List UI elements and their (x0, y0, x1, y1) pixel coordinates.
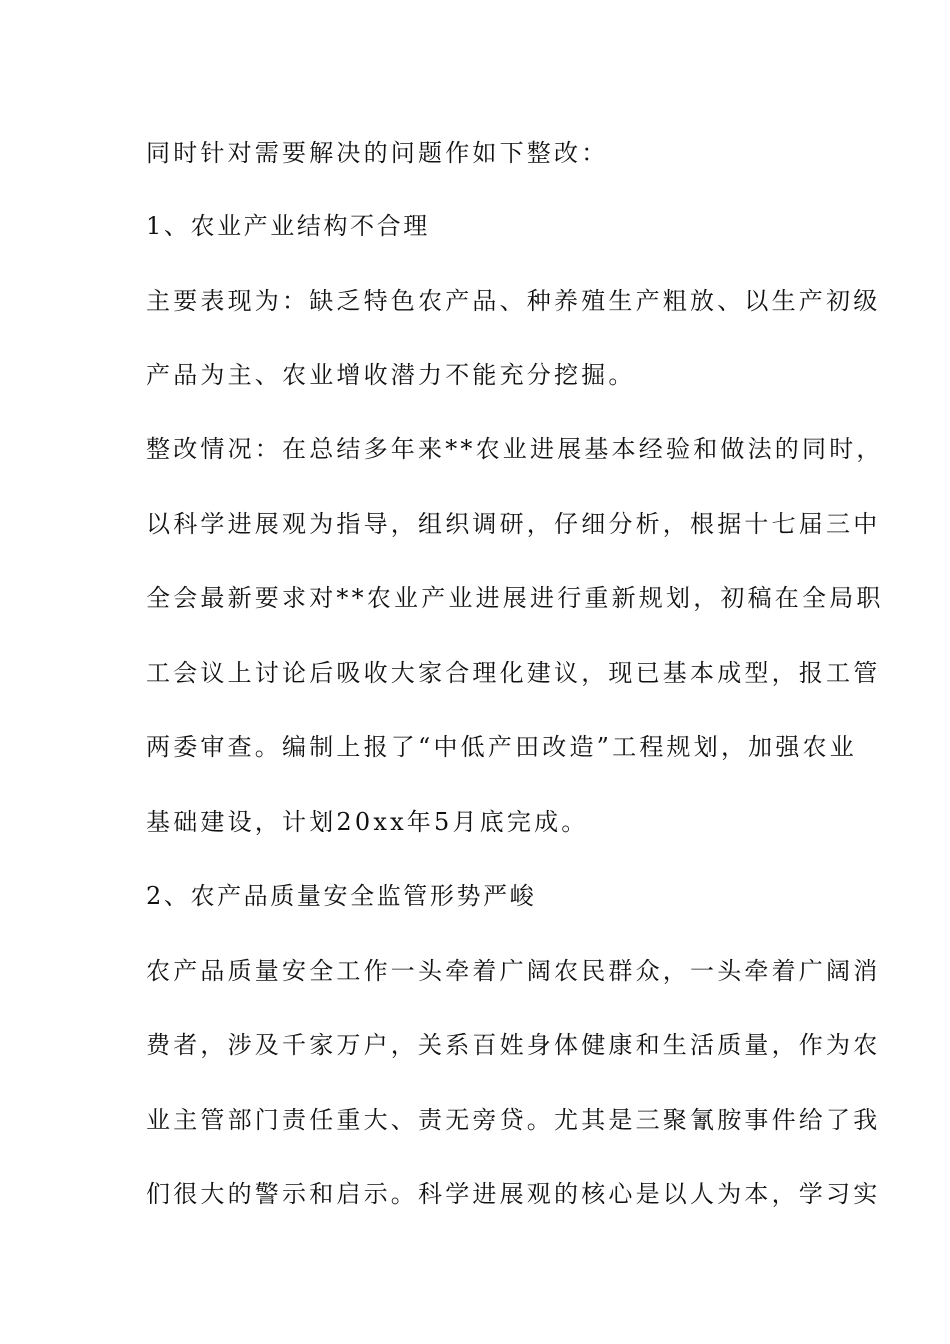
text-line-main-symptoms-1: 主要表现为：缺乏特色农产品、种养殖生产粗放、以生产初级 (146, 287, 881, 315)
text-line-quality-2: 费者，涉及千家万户，关系百姓身体健康和生活质量，作为农 (146, 1031, 881, 1059)
text-line-main-symptoms-2: 产品为主、农业增收潜力不能充分挖掘。 (146, 361, 636, 389)
text-line-rectification-4: 工会议上讨论后吸收大家合理化建议，现已基本成型，报工管 (146, 659, 881, 687)
text-line-rectification-3: 全会最新要求对**农业产业进展进行重新规划，初稿在全局职 (146, 584, 884, 612)
text-line-quality-1: 农产品质量安全工作一头牵着广阔农民群众，一头牵着广阔消 (146, 957, 881, 985)
text-line-rectification-6: 基础建设，计划20xx年5月底完成。 (146, 808, 589, 836)
section-heading-1: 1、农业产业结构不合理 (146, 212, 430, 240)
text-line-rectification-5: 两委审查。编制上报了“中低产田改造”工程规划，加强农业 (146, 733, 857, 761)
text-line-rectification-1: 整改情况：在总结多年来**农业进展基本经验和做法的同时， (146, 435, 884, 463)
text-line-quality-3: 业主管部门责任重大、责无旁贷。尤其是三聚氰胺事件给了我 (146, 1106, 881, 1134)
text-line-quality-4: 们很大的警示和启示。科学进展观的核心是以人为本，学习实 (146, 1180, 881, 1208)
section-heading-2: 2、农产品质量安全监管形势严峻 (146, 882, 537, 910)
text-line-rectification-2: 以科学进展观为指导，组织调研，仔细分析，根据十七届三中 (146, 510, 881, 538)
text-line-intro: 同时针对需要解决的问题作如下整改： (146, 139, 609, 167)
